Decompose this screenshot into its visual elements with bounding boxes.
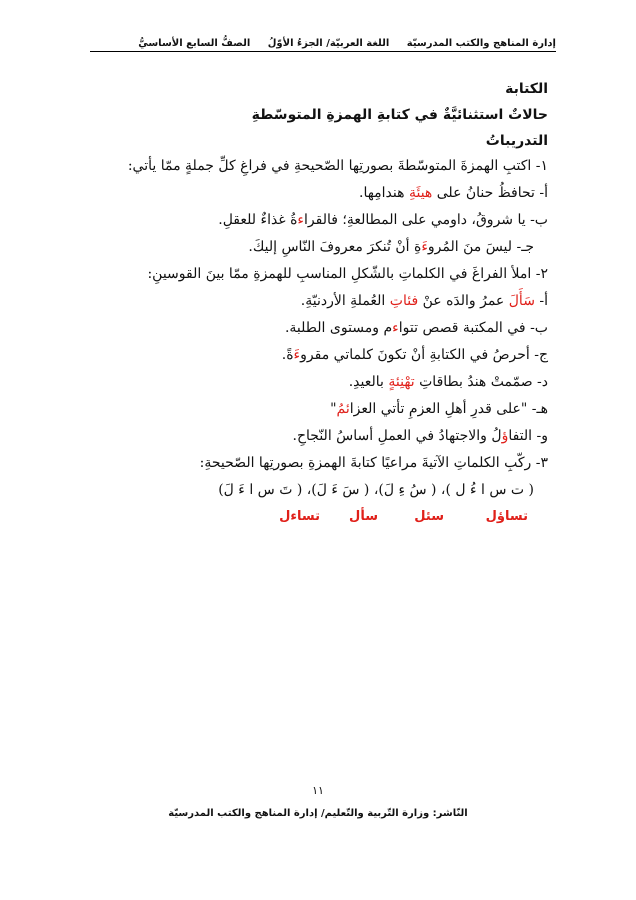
answer-word: تساؤل — [485, 509, 528, 524]
answer-word: تساءل — [279, 509, 320, 524]
question-2-item-e: هـ- "على قدرِ أهلِ العزمِ تأتي العزائمُ" — [330, 401, 548, 417]
question-1-prompt: ١- اكتبِ الهمزةَ المتوسّطةَ بصورتِها الصّحيحةِ في فراغِ كلِّ جملةٍ ممّا يأتي: — [127, 158, 548, 174]
header-subject: اللغة العربيّة/ الجزءُ الأوّلُ — [267, 38, 390, 49]
answer-text: سَأَلَ — [508, 293, 535, 309]
question-2-item-d: د- صمّمتْ هندُ بطاقاتِ تهْنِئةٍ بالعيدِ. — [348, 374, 548, 390]
page-footer: النّاشر: وزارة التّربية والتّعليم/ إدارة المناهج والكتب المدرسيّة — [168, 808, 468, 819]
answer-text: ء — [392, 320, 399, 336]
question-1-item-b: ب- يا شروقُ، داومي على المطالعةِ؛ فالقراءةُ غذاءٌ للعقلِ. — [218, 212, 548, 228]
answer-text: ءَ — [293, 347, 301, 363]
question-2-item-b: ب- في المكتبة قصص تتواءم ومستوى الطلبة. — [284, 320, 548, 336]
answer-word: سأل — [349, 509, 378, 524]
header-publisher: إدارة المناهج والكتب المدرسيّة — [406, 38, 556, 49]
answer-text: ءَ — [421, 239, 428, 255]
question-1-item-c: جـ- ليسَ منَ المُروءَةِ أنْ تُنكرَ معروفَ النّاسِ إليكَ. — [248, 239, 534, 255]
answer-text: فئاتِ — [389, 293, 419, 309]
question-2-item-a: أ- سَأَلَ عمرُ والدَه عنْ فئاتِ العُملةِ الأردنيّةِ. — [300, 293, 548, 309]
page-header — [90, 38, 556, 52]
question-3-answers — [78, 509, 548, 524]
question-2-item-c: ج- أحرصُ في الكتابةِ أنْ تكونَ كلماتي مقروءَةً. — [281, 347, 548, 363]
question-2-prompt: ٢- املأ الفراغَ في الكلماتِ بالشّكلِ المناسبِ للهمزةِ ممّا بينَ القوسينِ: — [147, 266, 548, 282]
question-2-item-f: و- التفاؤلُ والاجتهادُ في العملِ أساسُ النّجاحِ. — [292, 428, 548, 444]
answer-text: ئمُ — [336, 401, 350, 417]
answer-text: ؤ — [501, 428, 509, 444]
answer-text: هيئَةِ — [408, 185, 433, 201]
content — [78, 78, 548, 524]
question-3-prompt: ٣- ركّبِ الكلماتِ الآتيةَ مراعيًا كتابةَ الهمزةِ بصورتِها الصّحيحةِ: — [199, 455, 548, 471]
question-1-item-a: أ- تحافظُ حنانُ على هيئَةِ هندامِها. — [359, 185, 548, 201]
header-grade: الصفُّ السابع الأساسيُّ — [138, 38, 251, 49]
section-heading: الكتابة — [505, 81, 548, 97]
topic-heading: حالاتٌ استثنائيَّةٌ في كتابةِ الهمزةِ المتوسّطةِ — [251, 107, 548, 123]
answer-text: تهْنِئةٍ — [388, 374, 415, 390]
answer-word: سئل — [414, 509, 444, 524]
page-number: ١١ — [312, 784, 324, 797]
question-3-letters: ( ت س ا ءُ ل )، ( سُ ءِ لَ)، ( سَ ءَ لَ)، ( تَ س ا ءَ لَ) — [218, 482, 534, 498]
answer-text: ء — [297, 212, 305, 228]
exercises-heading: التدريباتُ — [485, 133, 548, 149]
